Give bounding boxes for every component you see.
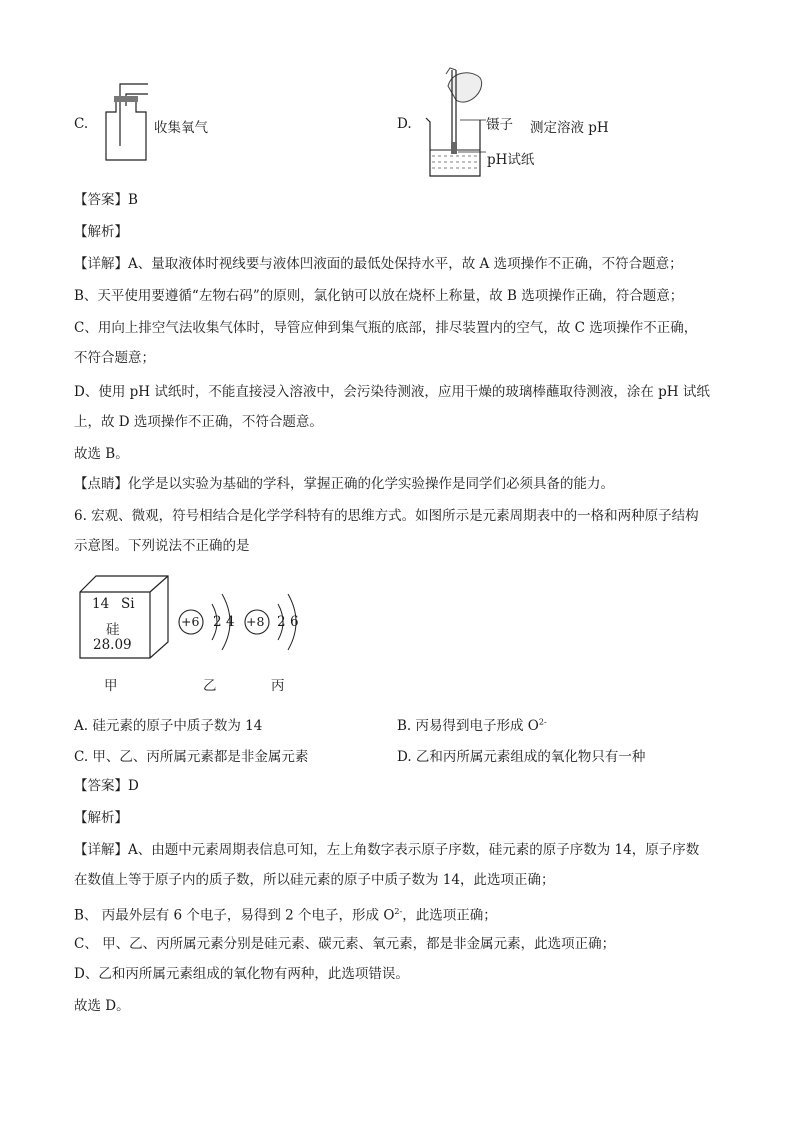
q6-option-b — [397, 714, 547, 734]
ph-test-beaker-diagram — [420, 66, 490, 182]
q5-analysis-tag — [74, 222, 734, 242]
figure-label-bing: 丙 — [271, 678, 285, 694]
analysis-tag: 【解析】 — [74, 810, 128, 826]
q5-comment-line — [74, 474, 734, 494]
q6-detail-text: A、由题中元素周期表信息可知，左上角数字表示原子序数，硅元素的原子序数为 14，原子序数 — [128, 842, 700, 858]
element-symbol: Si — [121, 596, 135, 612]
q5-answer: B — [128, 192, 138, 208]
q6-stem-line2: 示意图。下列说法不正确的是 — [74, 538, 250, 554]
ph-paper-label: pH试纸 — [487, 152, 535, 168]
q6-option-d: D. 乙和丙所属元素组成的氧化物只有一种 — [397, 749, 646, 765]
q6-detail-b-superscript: 2- — [394, 907, 403, 916]
figure-label-jia: 甲 — [104, 678, 118, 694]
q6-option-b-text: B. 丙易得到电子形成 O — [397, 718, 539, 734]
q6-detail-line-1 — [74, 840, 734, 860]
q6-conclusion: 故选 D。 — [74, 998, 130, 1014]
q5-conclusion: 故选 B。 — [74, 446, 129, 462]
option-c-caption: 收集氧气 — [154, 120, 208, 136]
gas-collection-bottle-diagram — [96, 76, 156, 166]
answer-tag: 【答案】 — [74, 192, 128, 208]
answer-tag: 【答案】 — [74, 778, 128, 794]
analysis-tag: 【解析】 — [74, 224, 128, 240]
q5-detail-line-c2: 不符合题意； — [74, 350, 155, 366]
element-name: 硅 — [106, 622, 120, 638]
q6-detail-line-5: D、乙和丙所属元素组成的氧化物有两种，此选项错误。 — [74, 966, 409, 982]
detail-tag: 【详解】 — [74, 256, 128, 272]
comment-tag: 【点睛】 — [74, 476, 128, 492]
q6-detail-line-2: 在数值上等于原子内的质子数，所以硅元素的原子中质子数为 14，此选项正确； — [74, 872, 555, 888]
tweezers-label: 镊子 — [486, 117, 513, 133]
atom-c-nucleus: +8 — [246, 614, 265, 629]
q5-detail-line-d2: 上，故 D 选项操作不正确，不符合题意。 — [74, 414, 323, 430]
detail-tag: 【详解】 — [74, 842, 128, 858]
q6-option-c: C. 甲、乙、丙所属元素都是非金属元素 — [74, 749, 309, 765]
q6-detail-line-4: C、 甲、乙、丙所属元素分别是硅元素、碳元素、氧元素，都是非金属元素，此选项正确； — [74, 936, 616, 952]
element-mass: 28.09 — [93, 637, 132, 653]
figure-label-yi: 乙 — [203, 678, 217, 694]
atom-c-shell-1: 2 — [277, 614, 286, 630]
q6-answer-line — [74, 776, 734, 796]
q5-detail-line-d: D、使用 pH 试纸时，不能直接浸入溶液中，会污染待测液，应用干燥的玻璃棒蘸取待测液，涂在 pH 试纸 — [74, 384, 710, 400]
q6-analysis-tag — [74, 808, 734, 828]
q5-detail-text: A、量取液体时视线要与液体凹液面的最低处保持水平，故 A 选项操作不正确，不符合题意； — [128, 256, 683, 272]
q6-detail-b-tail: ，此选项正确； — [402, 907, 497, 924]
q6-detail-line-3 — [74, 902, 734, 926]
q6-answer: D — [128, 778, 139, 794]
option-d-label: D. — [397, 116, 412, 132]
q5-detail-line-a — [74, 254, 734, 274]
atom-b-nucleus: +6 — [181, 614, 200, 629]
q6-option-a: A. 硅元素的原子中质子数为 14 — [74, 718, 263, 734]
q6-detail-b-text: B、 丙最外层有 6 个电子，易得到 2 个电子，形成 O — [74, 907, 395, 924]
atom-b-shell-1: 2 — [213, 614, 222, 630]
atom-b-shell-2: 4 — [226, 614, 235, 630]
q5-detail-line-c: C、用向上排空气法收集气体时，导管应伸到集气瓶的底部，排尽装置内的空气，故 C 选项操作不正确， — [74, 320, 698, 336]
q6-option-b-superscript: 2- — [538, 717, 547, 727]
atom-c-shell-2: 6 — [290, 614, 299, 630]
element-atomic-number: 14 — [92, 596, 110, 612]
q5-detail-line-b: B、天平使用要遵循“左物右码”的原则，氯化钠可以放在烧杯上称量，故 B 选项操作正确，符合题意； — [74, 288, 684, 304]
q5-answer-line — [74, 190, 734, 210]
q6-stem-line1: 6. 宏观、微观，符号相结合是化学学科特有的思维方式。如图所示是元素周期表中的一格和两种原子结构 — [74, 508, 699, 524]
option-d-caption: 测定溶液 pH — [530, 120, 609, 136]
q5-comment: 化学是以实验为基础的学科，掌握正确的化学实验操作是同学们必须具备的能力。 — [128, 476, 614, 492]
option-c-label: C. — [74, 116, 89, 132]
